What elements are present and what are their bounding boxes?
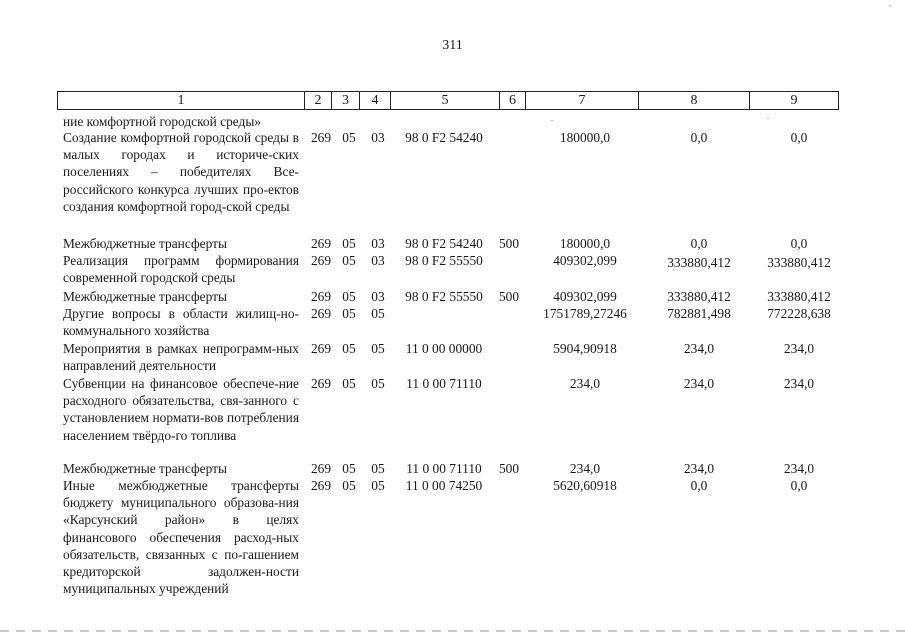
cell-subsection: 03	[371, 236, 385, 251]
cell-section: 05	[342, 236, 356, 251]
cell-section: 05	[342, 130, 356, 145]
cell-amount-col8: 234,0	[683, 376, 715, 391]
cell-section: 05	[342, 341, 356, 356]
cell-section: 05	[342, 253, 356, 268]
row-description: Межбюджетные трансферты	[63, 289, 227, 304]
header-col-6: 6	[509, 93, 516, 108]
cell-amount-col7: 409302,099	[553, 289, 617, 304]
cell-subsection: 03	[371, 130, 385, 145]
cell-amount-col9: 333880,412	[767, 255, 831, 270]
header-col-9: 9	[790, 93, 798, 108]
scan-speck	[551, 120, 553, 121]
scan-speck	[889, 5, 891, 6]
cell-target-article: 98 0 F2 54240	[405, 236, 483, 251]
cell-section: 05	[342, 461, 356, 476]
cell-admin-code: 269	[310, 306, 332, 321]
cell-amount-col9: 234,0	[783, 341, 815, 356]
cell-amount-col8: 0,0	[690, 236, 708, 251]
cell-expense-type: 500	[498, 289, 520, 304]
cell-admin-code: 269	[310, 289, 332, 304]
page-number: 311	[442, 38, 463, 53]
cell-section: 05	[342, 289, 356, 304]
cell-target-article: 98 0 F2 55550	[405, 289, 483, 304]
cell-admin-code: 269	[310, 253, 332, 268]
cell-amount-col9: 0,0	[790, 478, 808, 493]
cell-subsection: 03	[371, 253, 385, 268]
cell-admin-code: 269	[310, 130, 332, 145]
cell-amount-col8: 0,0	[690, 130, 708, 145]
cell-subsection: 05	[371, 341, 385, 356]
cell-section: 05	[342, 306, 356, 321]
cell-admin-code: 269	[310, 376, 332, 391]
cell-admin-code: 269	[310, 478, 332, 493]
cell-amount-col8: 782881,498	[667, 306, 731, 321]
header-col-7: 7	[578, 93, 586, 108]
cell-target-article: 11 0 00 00000	[405, 341, 483, 356]
cell-amount-col7: 1751789,27246	[543, 306, 627, 321]
header-col-2: 2	[314, 93, 322, 108]
cell-target-article: 98 0 F2 55550	[405, 253, 483, 268]
cell-section: 05	[342, 376, 356, 391]
cell-amount-col9: 234,0	[783, 376, 815, 391]
cell-amount-col8: 234,0	[683, 341, 715, 356]
cell-amount-col7: 5904,90918	[553, 341, 617, 356]
cell-amount-col9: 772228,638	[767, 306, 831, 321]
row-description: Создание комфортной городской среды в малых городах и историче-ских поселениях – победителях Все-российского конкурса лучших про-ектов создания комфортной город-ской среды	[63, 130, 299, 214]
cell-target-article: 11 0 00 71110	[406, 461, 482, 476]
cell-target-article: 98 0 F2 54240	[405, 130, 483, 145]
cell-admin-code: 269	[310, 236, 332, 251]
cell-expense-type: 500	[498, 461, 520, 476]
cell-subsection: 03	[371, 289, 385, 304]
row-description: Иные межбюджетные трансферты бюджету муниципального образова-ния «Карсунский район» в целях финансового обеспечения расход-ных обязательств, связанных с по-гашением кредиторской задолжен-ности муниципальных учреждений	[63, 478, 299, 597]
row-description: Субвенции на финансовое обеспече-ние расходного обязательства, свя-занного с установлением нормати-вов потребления населением твёрдо-го топлива	[63, 376, 299, 443]
header-col-8: 8	[690, 93, 698, 108]
cell-amount-col7: 234,0	[569, 461, 601, 476]
cell-amount-col7: 409302,099	[553, 253, 617, 268]
cell-subsection: 05	[371, 478, 385, 493]
table-header	[57, 91, 839, 110]
cell-admin-code: 269	[310, 341, 332, 356]
header-col-1: 1	[177, 93, 185, 108]
row-description: Реализация программ формирования современной городской среды	[63, 253, 299, 286]
cell-amount-col7: 5620,60918	[553, 478, 617, 493]
row-description: Межбюджетные трансферты	[63, 461, 227, 476]
cell-expense-type: 500	[498, 236, 520, 251]
cell-admin-code: 269	[310, 461, 332, 476]
row-description: Мероприятия в рамках непрограмм-ных направлений деятельности	[63, 341, 299, 374]
scan-artifact-line	[0, 630, 905, 632]
row-description: ние комфортной городской среды»	[63, 114, 262, 129]
cell-target-article: 11 0 00 71110	[406, 376, 482, 391]
header-col-3: 3	[342, 93, 349, 108]
header-col-4: 4	[371, 93, 379, 108]
header-col-5: 5	[441, 93, 449, 108]
row-description: Межбюджетные трансферты	[63, 236, 227, 251]
cell-amount-col7: 234,0	[569, 376, 601, 391]
cell-amount-col7: 180000,0	[559, 130, 611, 145]
cell-amount-col9: 333880,412	[767, 289, 831, 304]
cell-amount-col8: 234,0	[683, 461, 715, 476]
cell-amount-col8: 0,0	[690, 478, 708, 493]
scan-speck	[767, 118, 769, 119]
cell-subsection: 05	[371, 461, 385, 476]
cell-amount-col7: 180000,0	[559, 236, 611, 251]
cell-amount-col8: 333880,412	[667, 255, 731, 270]
cell-subsection: 05	[371, 306, 385, 321]
cell-subsection: 05	[371, 376, 385, 391]
cell-amount-col9: 0,0	[790, 130, 808, 145]
cell-section: 05	[342, 478, 356, 493]
cell-amount-col9: 234,0	[783, 461, 815, 476]
cell-amount-col8: 333880,412	[667, 289, 731, 304]
cell-target-article: 11 0 00 74250	[405, 478, 483, 493]
cell-amount-col9: 0,0	[790, 236, 808, 251]
row-description: Другие вопросы в области жилищ-но-коммунального хозяйства	[63, 306, 299, 339]
